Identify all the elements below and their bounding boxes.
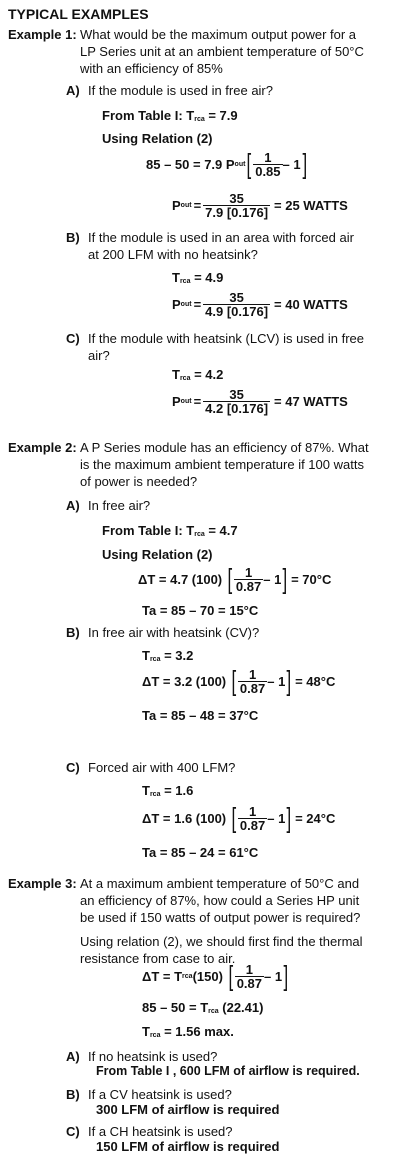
example-1a-relation: Using Relation (2) xyxy=(102,131,213,146)
example-3c-label: C) xyxy=(66,1124,80,1139)
example-3-label: Example 3: xyxy=(8,876,77,891)
example-2a-equation: ΔT = 4.7 (100) [ $\frac{1}{0.87}$ – 1 ] = 70°C xyxy=(138,563,332,594)
example-1a-equation-2: P out = $\frac{35}{7.9 [0.176]}$ = 25 WATTS xyxy=(172,190,348,220)
example-3a-question: If no heatsink is used? xyxy=(88,1049,218,1064)
example-1c-trca: $T_{rca} = 4.2$ xyxy=(172,367,224,382)
example-2b-question: In free air with heatsink (CV)? xyxy=(88,625,260,640)
example-2a-question: In free air? xyxy=(88,498,151,513)
example-1b-label: B) xyxy=(66,230,80,245)
example-3-relation-line-2: resistance from case to air. xyxy=(80,951,236,966)
example-1b-equation: P out = $\frac{35}{4.9 [0.176]}$ = 40 WATTS xyxy=(172,289,348,319)
example-2b-ta: Ta = 85 – 48 = 37°C xyxy=(142,708,259,723)
example-3c-question: If a CH heatsink is used? xyxy=(88,1124,233,1139)
example-2a-ta: Ta = 85 – 70 = 15°C xyxy=(142,603,259,618)
example-3b-answer: 300 LFM of airflow is required xyxy=(96,1102,280,1117)
page-title: TYPICAL EXAMPLES xyxy=(8,6,149,22)
example-1b-trca: $T_{rca} = 4.9$ xyxy=(172,270,224,285)
example-1c-question-line-2: air? xyxy=(88,348,110,363)
example-2b-trca: $T_{rca} = 3.2$ xyxy=(142,648,194,663)
example-2c-label: C) xyxy=(66,760,80,775)
example-1a-table-line: From Table I: $T_{rca} = 7.9$ xyxy=(102,108,238,123)
example-1a-equation-1: 85 – 50 = 7.9 P out [ $\frac{1}{0.85}$ – 1 ] xyxy=(146,148,307,179)
example-3-relation-line-1: Using relation (2), we should first find the thermal xyxy=(80,934,363,949)
example-3-question-line-2: an efficiency of 87%, how could a Series HP unit xyxy=(80,893,360,908)
example-2b-label: B) xyxy=(66,625,80,640)
example-2-question-line-2: is the maximum ambient temperature if 100 watts xyxy=(80,457,364,472)
example-2a-table-line: From Table I: $T_{rca} = 4.7$ xyxy=(102,523,238,538)
example-3a-label: A) xyxy=(66,1049,80,1064)
example-1-question-line-2: LP Series unit at an ambient temperature of 50°C xyxy=(80,44,364,59)
example-3-equation-1: ΔT = T rca (150) [ $\frac{1}{0.87}$ – 1 ] xyxy=(142,960,289,991)
example-3c-answer: 150 LFM of airflow is required xyxy=(96,1139,280,1154)
example-3-question-line-1: At a maximum ambient temperature of 50°C and xyxy=(80,876,360,891)
example-3-question-line-3: be used if 150 watts of output power is required? xyxy=(80,910,361,925)
example-2-question-line-1: A P Series module has an efficiency of 87%. What xyxy=(80,440,369,455)
example-1-label: Example 1: xyxy=(8,27,77,42)
example-1c-equation: P out = $\frac{35}{4.2 [0.176]}$ = 47 WATTS xyxy=(172,386,348,416)
example-1-question-line-1: What would be the maximum output power for a xyxy=(80,27,357,42)
example-2-label: Example 2: xyxy=(8,440,77,455)
example-3a-answer: From Table I , 600 LFM of airflow is required. xyxy=(96,1064,360,1078)
example-2c-question: Forced air with 400 LFM? xyxy=(88,760,236,775)
example-3-equation-3: $T_{rca} = 1.56$ max. xyxy=(142,1024,234,1039)
example-2b-equation: ΔT = 3.2 (100) [ $\frac{1}{0.87}$ – 1 ] = 48°C xyxy=(142,665,336,696)
example-1c-question-line-1: If the module with heatsink (LCV) is used in free xyxy=(88,331,365,346)
example-2c-equation: ΔT = 1.6 (100) [ $\frac{1}{0.87}$ – 1 ] = 24°C xyxy=(142,802,336,833)
example-2a-label: A) xyxy=(66,498,80,513)
example-1c-label: C) xyxy=(66,331,80,346)
example-1b-question-line-2: at 200 LFM with no heatsink? xyxy=(88,247,258,262)
example-1-question-line-3: with an efficiency of 85% xyxy=(80,61,223,76)
example-2c-trca: $T_{rca} = 1.6$ xyxy=(142,783,194,798)
example-2c-ta: Ta = 85 – 24 = 61°C xyxy=(142,845,259,860)
example-3-equation-2: $85 - 50 = T_{rca}$ (22.41) xyxy=(142,1000,264,1015)
example-1a-question: If the module is used in free air? xyxy=(88,83,273,98)
example-2a-relation: Using Relation (2) xyxy=(102,547,213,562)
example-2-question-line-3: of power is needed? xyxy=(80,474,198,489)
example-1a-label: A) xyxy=(66,83,80,98)
example-1b-question-line-1: If the module is used in an area with forced air xyxy=(88,230,354,245)
example-3b-label: B) xyxy=(66,1087,80,1102)
example-3b-question: If a CV heatsink is used? xyxy=(88,1087,232,1102)
